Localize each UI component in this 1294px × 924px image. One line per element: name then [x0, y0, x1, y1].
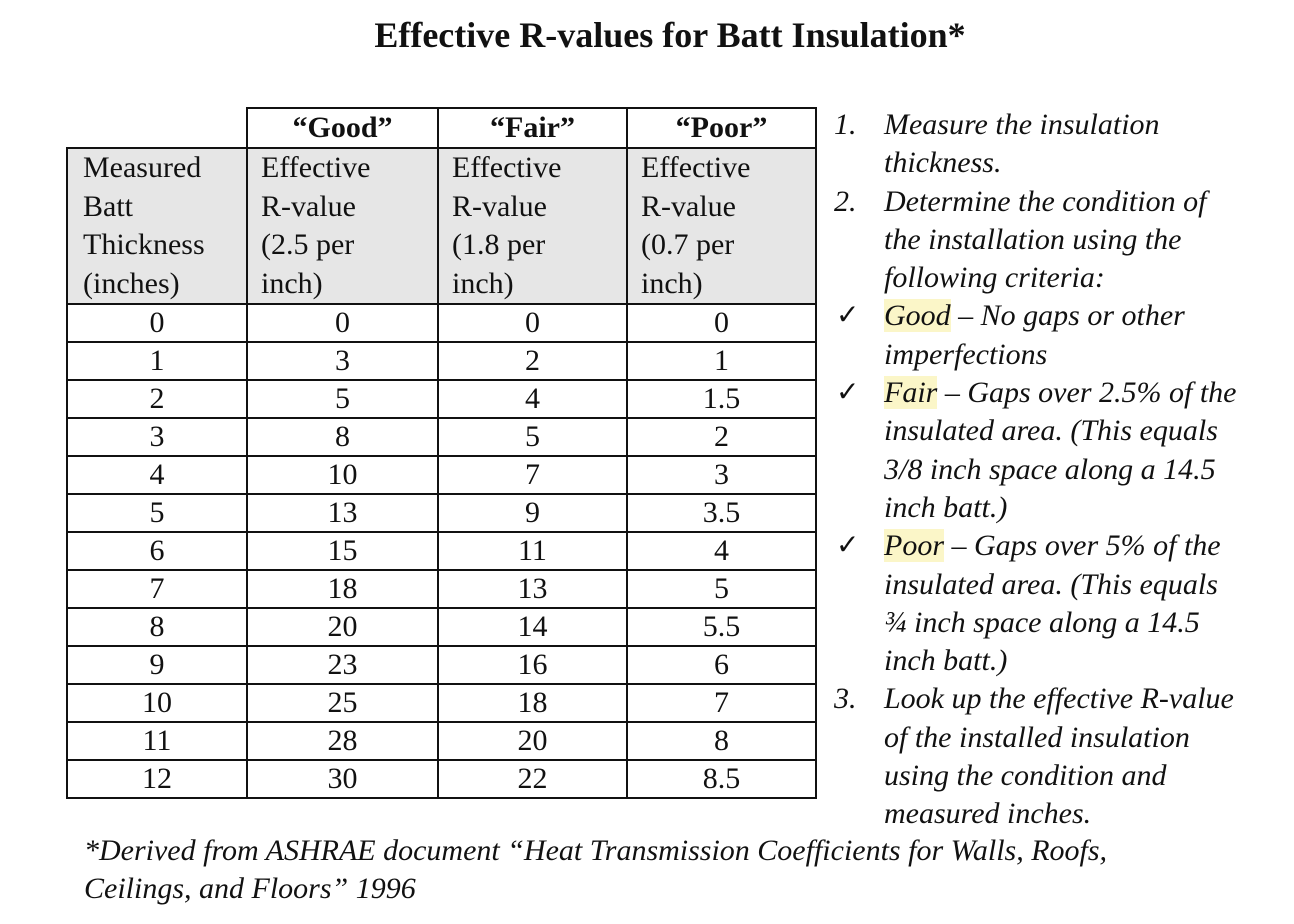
condition-poor-header: “Poor”: [627, 108, 816, 148]
instruction-line: using the condition and: [884, 759, 1167, 793]
good-value-cell: 20: [247, 608, 438, 646]
instruction-line: inch batt.): [884, 490, 1008, 524]
poor-value-cell: 6: [627, 646, 816, 684]
header-line: inch): [261, 266, 323, 300]
poor-value-cell: 5.5: [627, 608, 816, 646]
poor-value-cell: 5: [627, 570, 816, 608]
table-row: [67, 532, 816, 570]
header-line: inch): [452, 266, 514, 300]
fair-value-cell: 20: [438, 722, 627, 760]
instruction-line: [884, 297, 1294, 335]
table-row: [67, 760, 816, 798]
instruction-line: Look up the effective R-value: [884, 682, 1234, 716]
checkmark-icon: ✓: [836, 300, 860, 332]
checkmark-icon: ✓: [836, 377, 860, 409]
instruction-line: 3/8 inch space along a 14.5: [884, 452, 1216, 486]
header-line: (inches): [83, 266, 180, 300]
instruction-line: imperfections: [884, 337, 1048, 371]
fair-value-cell: 4: [438, 380, 627, 418]
poor-value-cell: 3: [627, 456, 816, 494]
instruction-line: measured inches.: [884, 797, 1092, 831]
header-line: Effective: [641, 151, 751, 184]
condition-header-row: [67, 108, 816, 148]
header-line: (1.8 per: [452, 228, 546, 261]
poor-value-cell: 8.5: [627, 760, 816, 798]
instruction-text: – Gaps over 5% of the: [944, 529, 1221, 563]
thickness-cell: 2: [67, 380, 247, 418]
poor-value-cell: 1.5: [627, 380, 816, 418]
good-column-header: [247, 148, 438, 304]
thickness-cell: 9: [67, 646, 247, 684]
criteria-item-good: [834, 297, 1294, 374]
table-row: [67, 608, 816, 646]
poor-value-cell: 8: [627, 722, 816, 760]
thickness-cell: 8: [67, 608, 247, 646]
instruction-line: [884, 527, 1294, 565]
highlighted-term: Poor: [884, 529, 944, 563]
instruction-line: the installation using the: [884, 222, 1182, 256]
instruction-line: Determine the condition of: [884, 184, 1207, 218]
good-value-cell: 10: [247, 456, 438, 494]
instruction-line: inch batt.): [884, 644, 1008, 678]
checkmark-icon: ✓: [836, 530, 860, 562]
good-value-cell: 5: [247, 380, 438, 418]
step-number: 3.: [834, 682, 857, 716]
good-value-cell: 23: [247, 646, 438, 684]
good-value-cell: 13: [247, 494, 438, 532]
instruction-line: insulated area. (This equals: [884, 567, 1218, 601]
poor-column-header: [627, 148, 816, 304]
header-line: R-value: [452, 189, 547, 223]
thickness-cell: 7: [67, 570, 247, 608]
good-value-cell: 0: [247, 304, 438, 342]
table-row: [67, 456, 816, 494]
header-line: (2.5 per: [261, 228, 355, 261]
thickness-cell: 12: [67, 760, 247, 798]
table-row: [67, 342, 816, 380]
instruction-step: [834, 183, 1294, 298]
good-value-cell: 15: [247, 532, 438, 570]
fair-value-cell: 0: [438, 304, 627, 342]
footnote: [84, 832, 1284, 908]
fair-value-cell: 7: [438, 456, 627, 494]
table-row: [67, 722, 816, 760]
fair-value-cell: 13: [438, 570, 627, 608]
fair-value-cell: 11: [438, 532, 627, 570]
header-line: Effective: [452, 151, 562, 184]
table-row: [67, 418, 816, 456]
page-title: Effective R-values for Batt Insulation*: [374, 15, 966, 55]
instruction-step: [834, 680, 1294, 833]
table-row: [67, 684, 816, 722]
r-value-table-body: [67, 108, 816, 798]
table-row: [67, 304, 816, 342]
r-value-table: [66, 107, 817, 799]
instruction-line: thickness.: [884, 146, 1002, 180]
highlighted-term: Fair: [884, 376, 938, 410]
poor-value-cell: 4: [627, 532, 816, 570]
good-value-cell: 18: [247, 570, 438, 608]
table-row: [67, 494, 816, 532]
poor-value-cell: 3.5: [627, 494, 816, 532]
instruction-step: [834, 106, 1294, 183]
fair-value-cell: 9: [438, 494, 627, 532]
column-header-row: [67, 148, 816, 304]
fair-value-cell: 18: [438, 684, 627, 722]
table-row: [67, 646, 816, 684]
fair-value-cell: 2: [438, 342, 627, 380]
header-line: R-value: [641, 189, 736, 223]
highlighted-term: Good: [884, 299, 951, 333]
thickness-cell: 10: [67, 684, 247, 722]
condition-good-header: “Good”: [247, 108, 438, 148]
good-value-cell: 25: [247, 684, 438, 722]
thickness-cell: 11: [67, 722, 247, 760]
poor-value-cell: 7: [627, 684, 816, 722]
instruction-line: [884, 374, 1294, 412]
instruction-line: ¾ inch space along a 14.5: [884, 605, 1200, 639]
fair-value-cell: 22: [438, 760, 627, 798]
thickness-cell: 1: [67, 342, 247, 380]
fair-value-cell: 14: [438, 608, 627, 646]
instruction-line: insulated area. (This equals: [884, 414, 1218, 448]
table-row: [67, 570, 816, 608]
step-number: 2.: [834, 184, 857, 218]
header-line: inch): [641, 266, 703, 300]
header-line: (0.7 per: [641, 228, 735, 261]
instruction-line: following criteria:: [884, 261, 1105, 295]
good-value-cell: 30: [247, 760, 438, 798]
thickness-cell: 4: [67, 456, 247, 494]
footnote-line: *Derived from ASHRAE document “Heat Transmission Coefficients for Walls, Roofs,: [84, 834, 1108, 867]
header-line: Effective: [261, 151, 371, 184]
instruction-line: Measure the insulation: [884, 108, 1160, 141]
header-line: Thickness: [83, 228, 205, 261]
header-line: Batt: [83, 189, 133, 223]
header-line: Measured: [83, 151, 202, 184]
fair-value-cell: 16: [438, 646, 627, 684]
fair-value-cell: 5: [438, 418, 627, 456]
header-line: R-value: [261, 189, 356, 223]
thickness-cell: 0: [67, 304, 247, 342]
criteria-item-poor: [834, 527, 1294, 680]
table-row: [67, 380, 816, 418]
thickness-cell: 6: [67, 532, 247, 570]
footnote-line: Ceilings, and Floors” 1996: [84, 872, 416, 905]
thickness-column-header: [67, 148, 247, 304]
good-value-cell: 3: [247, 342, 438, 380]
condition-fair-header: “Fair”: [438, 108, 627, 148]
instruction-text: – Gaps over 2.5% of the: [937, 376, 1237, 410]
fair-column-header: [438, 148, 627, 304]
thickness-cell: 5: [67, 494, 247, 532]
poor-value-cell: 1: [627, 342, 816, 380]
criteria-item-fair: [834, 374, 1294, 527]
instruction-line: of the installed insulation: [884, 720, 1190, 754]
good-value-cell: 28: [247, 722, 438, 760]
good-value-cell: 8: [247, 418, 438, 456]
instructions-list: [834, 106, 1294, 834]
poor-value-cell: 2: [627, 418, 816, 456]
empty-corner-cell: [67, 108, 247, 148]
poor-value-cell: 0: [627, 304, 816, 342]
thickness-cell: 3: [67, 418, 247, 456]
instruction-text: – No gaps or other: [950, 299, 1185, 333]
step-number: 1.: [834, 108, 857, 141]
